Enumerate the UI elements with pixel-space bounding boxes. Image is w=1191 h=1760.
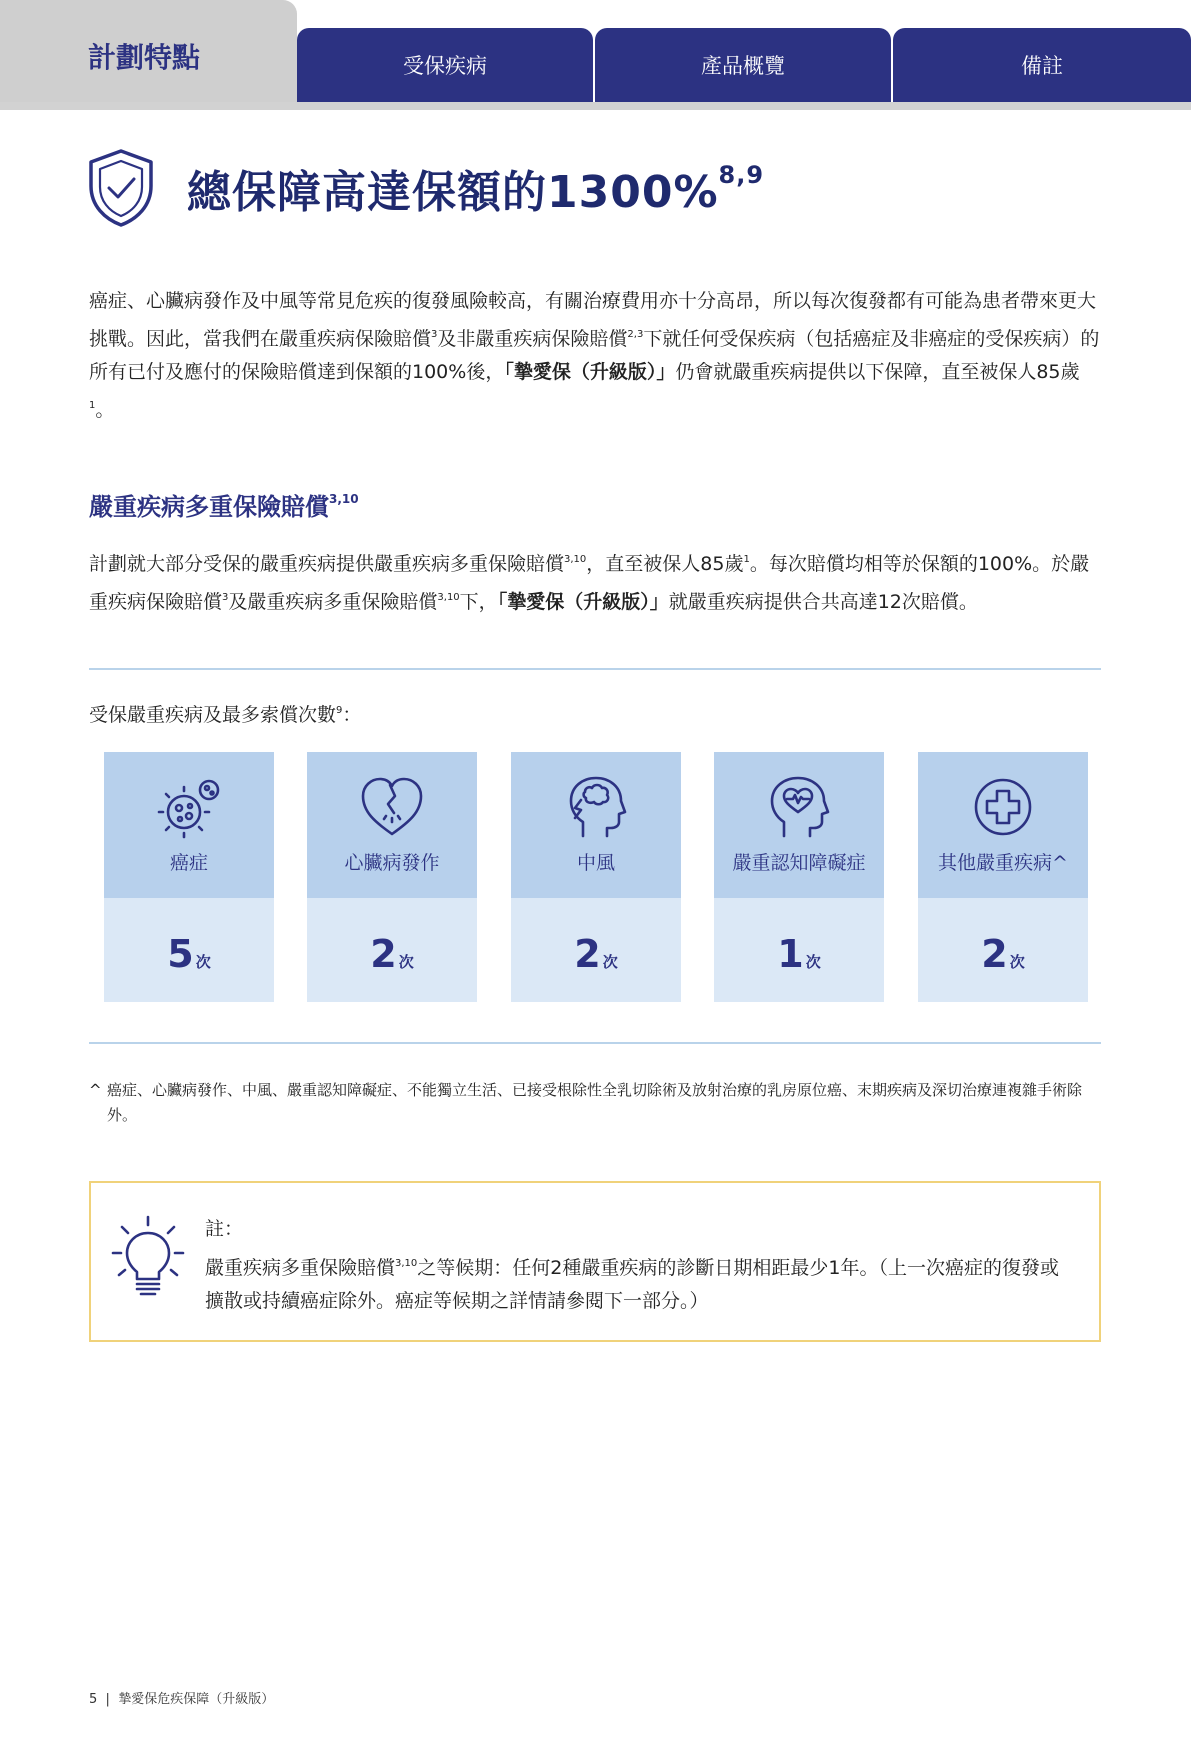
divider <box>89 668 1101 670</box>
claim-count: 2 次 <box>574 932 618 976</box>
claim-count: 5 次 <box>167 932 211 976</box>
covered-illnesses-label: 受保嚴重疾病及最多索償次數$^9$： <box>89 704 362 726</box>
note-box <box>89 1181 1101 1342</box>
note-text: 嚴重疾病多重保險賠償$^{3,10}$之等候期：任何2種嚴重疾病的診斷日期相距最少1年。（上一次癌症的復發或擴散或持續癌症除外。癌症等候期之詳情請參閱下一部分。） <box>205 1257 1059 1312</box>
tab-covered-illnesses[interactable]: 受保疾病 <box>297 28 593 102</box>
claim-count: 1 次 <box>777 932 821 976</box>
stroke-head-icon <box>561 772 631 842</box>
illness-label: 心臟病發作 <box>344 852 440 874</box>
note-title: 註： <box>205 1218 244 1240</box>
illness-card-stroke <box>511 752 681 1002</box>
tab-product-overview[interactable]: 產品概覽 <box>595 28 891 102</box>
page-footer: 5 | 摯愛保危疾保障（升級版） <box>89 1692 275 1707</box>
tab-divider <box>0 102 1191 110</box>
section-paragraph: 計劃就大部分受保的嚴重疾病提供嚴重疾病多重保險賠償$^{3,10}$，直至被保人85歲$^1$。每次賠償均相等於保額的100%。於嚴重疾病保險賠償$^3$及嚴重疾病多重保險賠償$^{3,10}$下，「摯愛保（升級版）」就嚴重疾病提供合共高達12次賠償。 <box>89 553 1090 613</box>
product-name: 摯愛保危疾保障（升級版） <box>118 1692 275 1707</box>
tab-plan-features[interactable] <box>0 0 297 110</box>
lightbulb-icon <box>111 1213 185 1301</box>
tab-plan-features-label: 計劃特點 <box>88 41 201 74</box>
section-heading: 嚴重疾病多重保險賠償$^{3,10}$ <box>89 492 359 521</box>
illness-card-cancer <box>104 752 274 1002</box>
shield-check-icon <box>87 148 155 228</box>
tab-remarks[interactable]: 備註 <box>893 28 1191 102</box>
illness-card-other <box>918 752 1088 1002</box>
dementia-head-icon <box>764 772 834 842</box>
page-title: 總保障高達保額的1300%$^{8,9}$ <box>187 161 765 218</box>
illness-card-dementia <box>714 752 884 1002</box>
divider <box>89 1042 1101 1044</box>
footnote: ^ 癌症、心臟病發作、中風、嚴重認知障礙症、不能獨立生活、已接受根除性全乳切除術及放射治療的乳房原位癌、末期疾病及深切治療連複雜手術除外。 <box>89 1081 1083 1124</box>
illness-label: 中風 <box>576 852 615 874</box>
tab-bar <box>0 0 1191 110</box>
page-number: 5 <box>89 1692 98 1707</box>
claim-count: 2 次 <box>370 932 414 976</box>
illness-label: 其他嚴重疾病^ <box>938 852 1068 874</box>
intro-paragraph: 癌症、心臟病發作及中風等常見危疾的復發風險較高，有關治療費用亦十分高昂，所以每次復發都有可能為患者帶來更大挑戰。因此，當我們在嚴重疾病保險賠償$^3$及非嚴重疾病保險賠償$^{2,3}$下就任何受保疾病（包括癌症及非癌症的受保疾病）的所有已付及應付的保險賠償達到保額的100%後，「摯愛保（升級版）」仍會就嚴重疾病提供以下保障，直至被保人85歲$^1$。 <box>89 290 1100 421</box>
illness-label: 癌症 <box>169 852 208 874</box>
medical-cross-icon <box>968 772 1038 842</box>
illness-card-heart-attack <box>307 752 477 1002</box>
cancer-cell-icon <box>154 772 224 842</box>
illness-label: 嚴重認知障礙症 <box>732 852 866 874</box>
claim-count: 2 次 <box>981 932 1025 976</box>
broken-heart-icon <box>357 772 427 842</box>
